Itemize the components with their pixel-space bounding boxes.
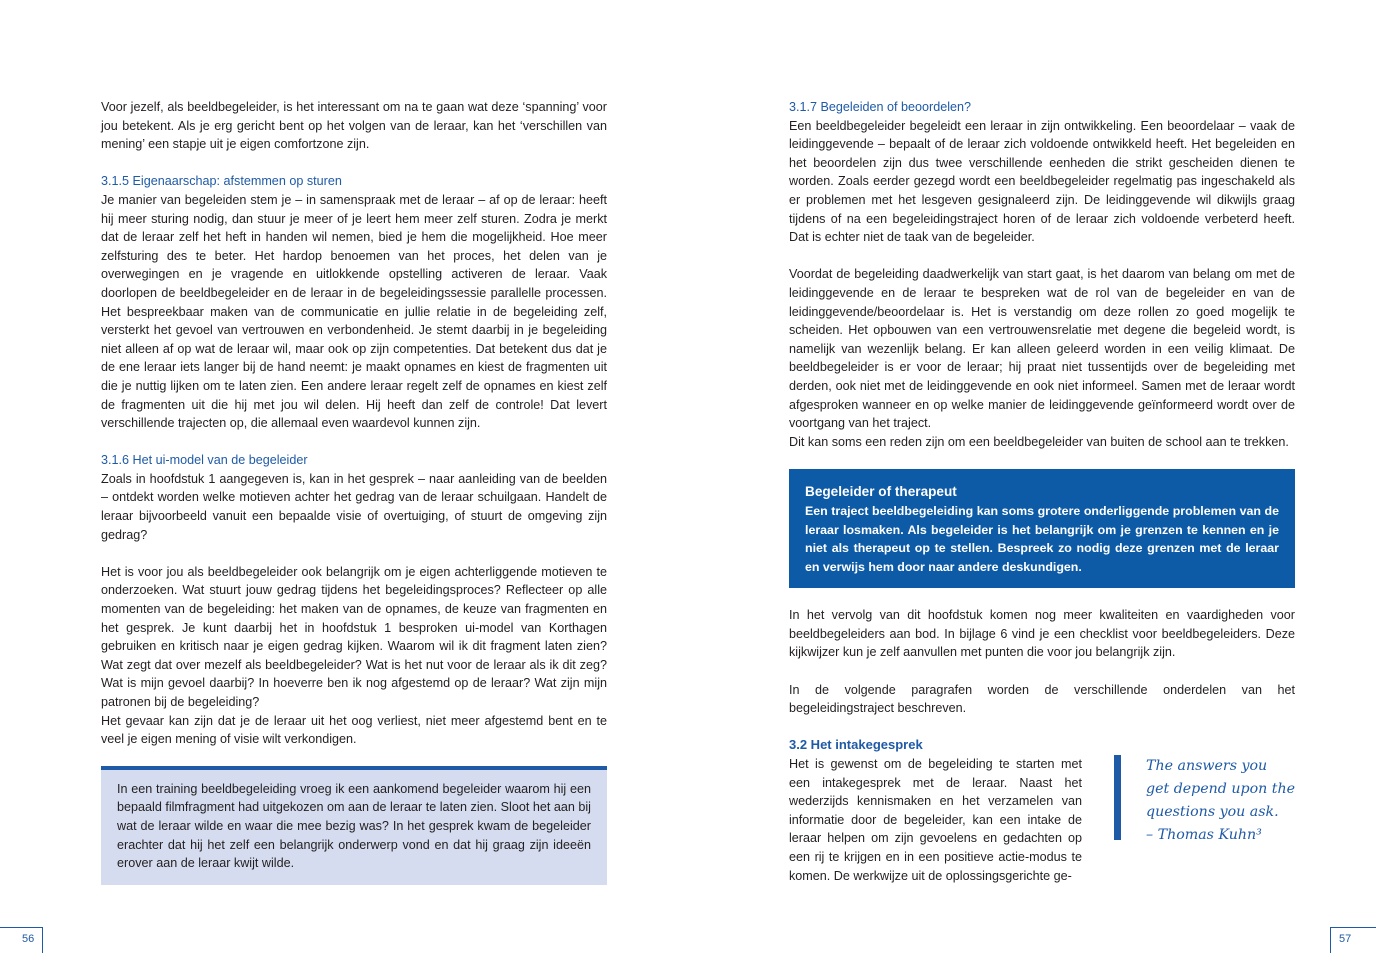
after-box-paragraph-1: In het vervolg van dit hoofdstuk komen nog meer kwaliteiten en vaardigheden voor beeldbegeleiders aan bod. In bijlage 6 vind je een checklist voor beeldbegeleiders. Deze kijkwijzer kun je zelf aanvullen met punten die voor jou belangrijk zijn. [789, 608, 1295, 660]
pull-quote [1114, 755, 1331, 844]
intro-paragraph: Voor jezelf, als beeldbegeleider, is het interessant om na te gaan wat deze ‘spanning’ voor jou betekent. Als je erg gericht bent op het volgen van de leraar, kan het ‘verschillen van mening’ een stapje uit je eigen comfortzone zijn. [101, 100, 607, 152]
page-corner-right [1330, 927, 1376, 953]
section-317-body-3: Dit kan soms een reden zijn om een beeldbegeleider van buiten de school aan te trekken. [789, 434, 1289, 449]
page-number-left: 56 [22, 933, 35, 945]
right-column [789, 98, 1295, 885]
right-page [688, 0, 1376, 971]
section-315-heading: 3.1.5 Eigenaarschap: afstemmen op sturen [101, 174, 342, 189]
therapist-box-text: Een traject beeldbegeleiding kan soms grotere onderliggende problemen van de leraar losmaken. Als begeleider is het belangrijk om je grenzen te kennen en je niet als therapeut op te stellen. Bespreek zo nodig deze grenzen met de leraar en verwijs hem door naar andere deskundigen. [805, 504, 1279, 575]
section-315-body: Je manier van begeleiden stem je – in samenspraak met de leraar – af op de leraar: heeft hij meer sturing nodig, dan stuur je meer of je leert hem meer zelf sturen. Zodra je merkt dat de leraar zelf het heft in handen wil nemen, bied je hem die mogelijkheid. Hoe meer zelfsturing des te beter. Het hardop benoemen van het proces, het delen van je overwegingen en je vragende en uitlokkende opstelling activeren de leraar. Vaak doorlopen de beeldbegeleider en de leraar in de begeleidingssessie parallelle processen. Het bespreekbaar maken van de communicatie en jullie relatie in de begeleiding zelf, versterkt het gevoel van vertrouwen en verbondenheid. Je stemt daarbij in je begeleiding niet alleen af op wat de leraar wil, maar ook op zijn competenties. Dat betekent dus dat je de ene leraar iets langer bij de hand neemt: je maakt opnames en kiest de fragmenten uit die je nuttig lijken om te laten zien. Een andere leraar regelt zelf de opnames en kiest zelf de fragmenten uit die hij met jou wil delen. Hij heeft dan zelf de controle! Dat levert verschillende trajecten op, die allemaal even waardevol kunnen zijn. [101, 192, 607, 431]
page-corner-right-top [1330, 927, 1376, 928]
section-32-body: Het is gewenst om de begeleiding te starten met een intakegesprek met de leraar. Naast het wederzijds kennismaken en het verzamelen van informatie door de begeleider, kan een intake de leraar helpen om zijn gevoelens en gedachten op een rij te krijgen en in een positieve actie-modus te komen. De werkwijze uit de oplossingsgerichte ge- [789, 757, 1082, 883]
quote-line-1: The answers you [1146, 758, 1268, 775]
therapist-box-title: Begeleider of therapeut [805, 484, 957, 500]
intake-section [789, 736, 1295, 885]
section-316-body-3: Het gevaar kan zijn dat je de leraar uit het oog verliest, niet meer afgestemd bent en te veel je eigen mening of visie wilt verkondigen. [101, 713, 607, 747]
quote-line-3: questions you ask. [1146, 804, 1279, 821]
section-317-heading: 3.1.7 Begeleiden of beoordelen? [789, 100, 972, 114]
page-corner-left-top [0, 927, 43, 928]
example-box-text: In een training beeldbegeleiding vroeg ik een aankomend begeleider waarom hij een bepaald filmfragment had uitgekozen om aan de leraar te laten zien. Sloot het aan bij wat de leraar wilde en waar die mee bezig was? In het gesprek kwam de begeleider erachter dat hij het zelf een belangrijk onderwerp vond en dat hij graag zijn ideeën erover aan de leraar kwijt wilde. [117, 781, 591, 871]
quote-author: – Thomas Kuhn³ [1146, 827, 1262, 844]
example-box [101, 766, 607, 885]
section-316-body-2: Het is voor jou als beeldbegeleider ook belangrijk om je eigen achterliggende motieven te onderzoeken. Wat stuurt jouw gedrag tijdens het begeleidingsproces? Reflecteer op alle momenten van de begeleiding: het maken van de opnames, de keuze van fragmenten en het gesprek. Je kunt daarbij het in hoofdstuk 1 besproken ui-model van Korthagen gebruiken en kritisch naar je eigen gedrag kijken. Waarom wil ik dit fragment laten zien? Wat zegt dat over mezelf als beeldbegeleider? Wat is het nut voor de leraar als ik dit zeg? Wat is mijn gevoel daarbij? In hoeverre ben ik nog afgestemd op de leraar? Wat zijn mijn patronen bij de begeleiding? [101, 564, 607, 709]
quote-line-2: get depend upon the [1146, 781, 1296, 798]
section-317-body-2: Voordat de begeleiding daadwerkelijk van start gaat, is het daarom van belang om met de leidinggevende en de leraar te bespreken wat de rol van de begeleider en van de leidinggevende/beoordelaar is. Het is verstandig om deze rollen zo goed mogelijk te scheiden. Het opbouwen van een vertrouwensrelatie met degene die begeleid wordt, is namelijk van wezenlijk belang. Er kan alleen geleerd worden in een veilig klimaat. De beeldbegeleider is er voor de leraar; hij praat niet tussentijds over de begeleiding met derden, ook niet met de leidinggevende en ook niet informeel. Samen met de leraar wordt afgesproken wanneer en op welke manier de leidinggevende geïnformeerd wordt over de voortgang van het traject. [789, 267, 1295, 431]
section-317-body-1: Een beeldbegeleider begeleidt een leraar in zijn ontwikkeling. Een beoordelaar – vaak de leidinggevende – bepaalt of de leraar zich voldoende ontwikkeld heeft. Het begeleiden en het beoordelen zijn dus twee verschillende eenheden die strikt gescheiden dienen te worden. Zoals eerder gezegd wordt een beeldbegeleider regelmatig pas ingeschakeld als er problemen met het lesgeven gesignaleerd zijn. De leidinggevende wil dikwijls graag tijdens of na een begeleidingstraject horen of de leraar zich voldoende verbeterd heeft. Dat is echter niet de taak van de begeleider. [789, 118, 1295, 245]
section-316-body-1: Zoals in hoofdstuk 1 aangegeven is, kan in het gesprek – naar aanleiding van de beelden – ontdekt worden welke motieven achter het gedrag van de leraar schuilgaan. Handelt de leraar bijvoorbeeld vanuit een bepaalde visie of overtuiging, of stuurt de omgeving zijn gedrag? [101, 471, 607, 542]
section-32-heading: 3.2 Het intakegesprek [789, 737, 923, 753]
section-316-heading: 3.1.6 Het ui-model van de begeleider [101, 453, 308, 468]
after-box-paragraph-2: In de volgende paragrafen worden de verschillende onderdelen van het begeleidingstraject beschreven. [789, 682, 1295, 716]
therapist-box [789, 469, 1295, 587]
page-number-right: 57 [1339, 933, 1352, 945]
left-column [101, 98, 607, 885]
